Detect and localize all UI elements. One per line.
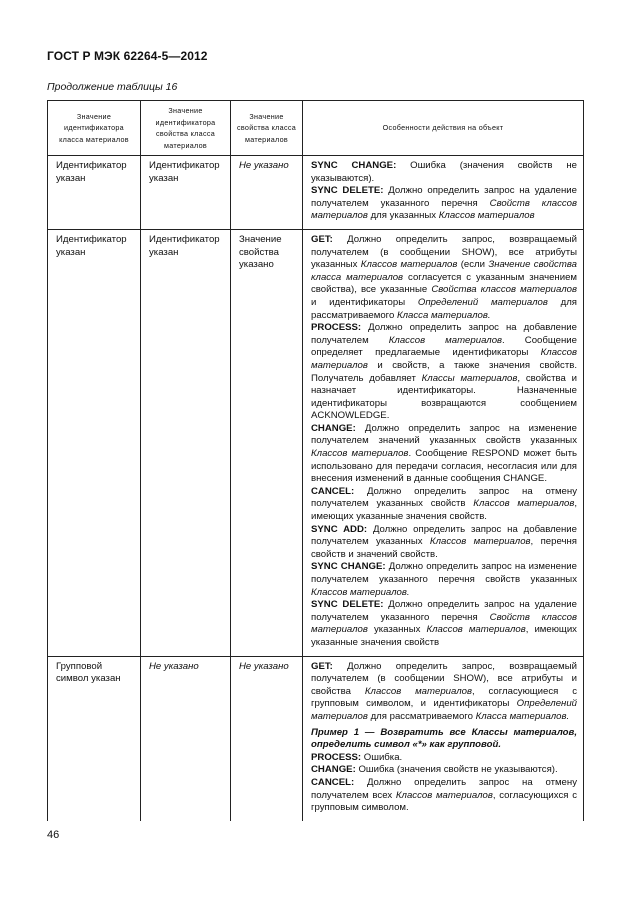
action-text: Должно определить запрос на добавление получателем — [311, 322, 577, 346]
action-keyword: GET: — [311, 233, 333, 245]
action-text: (если — [457, 259, 489, 271]
action-text: Должно определить запрос на удаление получателем указанного перечня — [311, 599, 577, 623]
action-text: Должно определить запрос, возвращаемый получателем (в сообщении SHOW), все атрибуты указанных — [311, 233, 577, 271]
term-italic: Свойства классов материалов — [431, 284, 577, 296]
table-continuation-caption: Продолжение таблицы 16 — [47, 81, 178, 93]
term-italic: Классов материалов — [388, 334, 503, 346]
action-paragraph — [311, 599, 577, 649]
action-paragraph — [311, 423, 577, 486]
action-text: для рассматриваемого — [311, 296, 577, 321]
action-paragraph — [311, 234, 577, 322]
action-text: Должно определить запрос на отмену получателем всех — [311, 776, 577, 801]
action-keyword: GET: — [311, 660, 333, 672]
action-paragraph — [311, 322, 577, 423]
action-text: , согласующиеся с групповым символом, и идентификаторы — [311, 685, 578, 710]
term-italic: Определений материалов — [417, 296, 548, 308]
action-keyword: SYNC CHANGE: — [311, 160, 397, 171]
cell-class-id: Идентификатор указан — [48, 229, 141, 656]
action-text: , согласующихся с групповым символом. — [311, 789, 577, 814]
action-keyword: SYNC CHANGE: — [311, 561, 386, 573]
cell-action-notes — [303, 156, 584, 230]
action-keyword: PROCESS: — [311, 322, 362, 334]
cell-property-id: Идентификатор указан — [141, 229, 231, 656]
term-italic: Классов материалов — [395, 789, 493, 801]
page-number: 46 — [47, 829, 60, 841]
action-paragraph — [311, 160, 577, 185]
action-text: Должно определить запрос на изменение получателем указанного перечня свойств указанных — [311, 561, 577, 585]
term-italic: Классов материалов — [311, 347, 577, 371]
cell-property-value: Не указано — [231, 656, 303, 821]
term-italic: Свойств классов материалов — [311, 197, 578, 222]
term-italic: Классов материалов — [426, 624, 526, 636]
term-italic: Классов материалов — [360, 259, 458, 271]
cell-property-id: Идентификатор указан — [141, 156, 231, 230]
action-text: указанных — [367, 624, 427, 636]
action-paragraph — [311, 561, 577, 599]
cell-property-value: Значение свойства указано — [231, 229, 303, 656]
table-row — [48, 156, 584, 230]
action-paragraph — [311, 752, 577, 765]
action-text: и идентификаторы — [311, 296, 418, 308]
action-text: , свойства и назначает идентификаторы. Назначенные идентификаторы возвращаются сообщением ACKNOWLEDGE. — [311, 372, 577, 422]
table-row — [48, 229, 584, 656]
action-paragraph — [311, 185, 577, 223]
col-header-property-id: Значение идентификатора свойства класса материалов — [141, 101, 231, 156]
document-header: ГОСТ Р МЭК 62264-5—2012 — [47, 49, 208, 63]
term-italic: Классов материалов — [473, 498, 575, 510]
term-italic: Класса материалов. — [475, 710, 570, 722]
action-text: Должно определить запрос на добавление получателем указанных — [311, 523, 577, 548]
term-italic: Классов материалов — [311, 448, 409, 460]
action-keyword: SYNC DELETE: — [311, 185, 384, 197]
cell-class-id: Групповой символ указан — [48, 656, 141, 821]
action-text: Ошибка (значения свойств не указываются). — [355, 764, 558, 776]
action-paragraph — [311, 764, 577, 777]
action-text: согласуется с указанным значением свойства), все указанные — [311, 271, 578, 296]
term-italic: Классов материалов — [438, 210, 535, 222]
action-paragraph — [311, 524, 577, 562]
material-class-table — [47, 100, 584, 821]
action-paragraph — [311, 727, 577, 752]
term-italic: Свойств классов материалов — [311, 611, 578, 636]
col-header-property-value: Значение свойства класса материалов — [231, 101, 303, 156]
action-text: , перечня свойств и значений свойств. — [311, 536, 577, 560]
action-text: Ошибка. — [361, 751, 403, 763]
action-paragraph — [311, 486, 577, 524]
term-italic: Классов материалов — [429, 536, 531, 548]
action-text: Должно определить запрос на удаление получателем указанного перечня — [311, 185, 577, 209]
action-text: Должно определить запрос, возвращаемый получателем (в сообщении SHOW), все атрибуты и свойства — [311, 660, 577, 697]
cell-action-notes — [303, 229, 584, 656]
term-italic: Значение свойства класса материалов — [311, 259, 577, 283]
cell-class-id: Идентификатор указан — [48, 156, 141, 230]
cell-property-value: Не указано — [231, 156, 303, 230]
action-text: Ошибка (значения свойств не указываются). — [311, 160, 577, 184]
action-keyword: PROCESS: — [311, 751, 362, 763]
term-italic: Определений материалов — [311, 698, 577, 722]
action-text: Должно определить запрос на отмену получателем указанных свойств — [311, 485, 577, 510]
term-italic: Классов материалов — [364, 685, 472, 697]
action-paragraph — [311, 777, 577, 815]
action-text: Пример 1 — Возвратить все Классы материалов, определить символ «*» как групповой. — [311, 726, 577, 751]
term-italic: Классов материалов. — [311, 586, 410, 598]
col-header-class-id: Значение идентификатора класса материалов — [48, 101, 141, 156]
action-paragraph — [311, 661, 577, 724]
cell-property-id: Не указано — [141, 656, 231, 821]
action-keyword: CANCEL: — [311, 776, 355, 788]
action-keyword: SYNC ADD: — [311, 523, 368, 535]
action-text: Должно определить запрос на изменение получателем значений указанных свойств указанных — [311, 422, 577, 447]
table-row — [48, 656, 584, 821]
action-text: . Сообщение RESPOND может быть использовано для передачи согласия, несогласия или для внесения изменений в данные сообщения CHANGE. — [311, 448, 577, 485]
action-text: для рассматриваемого — [367, 710, 476, 722]
action-text: и свойств, а также значения свойств. Получатель добавляет — [311, 359, 577, 384]
action-keyword: CHANGE: — [311, 764, 356, 776]
action-keyword: SYNC DELETE: — [311, 599, 384, 611]
action-keyword: CANCEL: — [311, 485, 355, 497]
col-header-action-notes: Особенности действия на объект — [303, 101, 584, 156]
action-text: . Сообщение определяет предлагаемые идентификаторы — [311, 334, 577, 359]
table-header-row — [48, 101, 584, 156]
term-italic: Класса материалов. — [396, 309, 491, 321]
term-italic: Классы материалов — [421, 372, 518, 384]
action-text: для указанных — [367, 210, 439, 222]
action-text: , имеющих указанные значения свойств. — [311, 498, 577, 523]
action-keyword: CHANGE: — [311, 422, 356, 434]
action-text: , имеющих указанные значения свойств — [311, 624, 577, 648]
cell-action-notes — [303, 656, 584, 821]
